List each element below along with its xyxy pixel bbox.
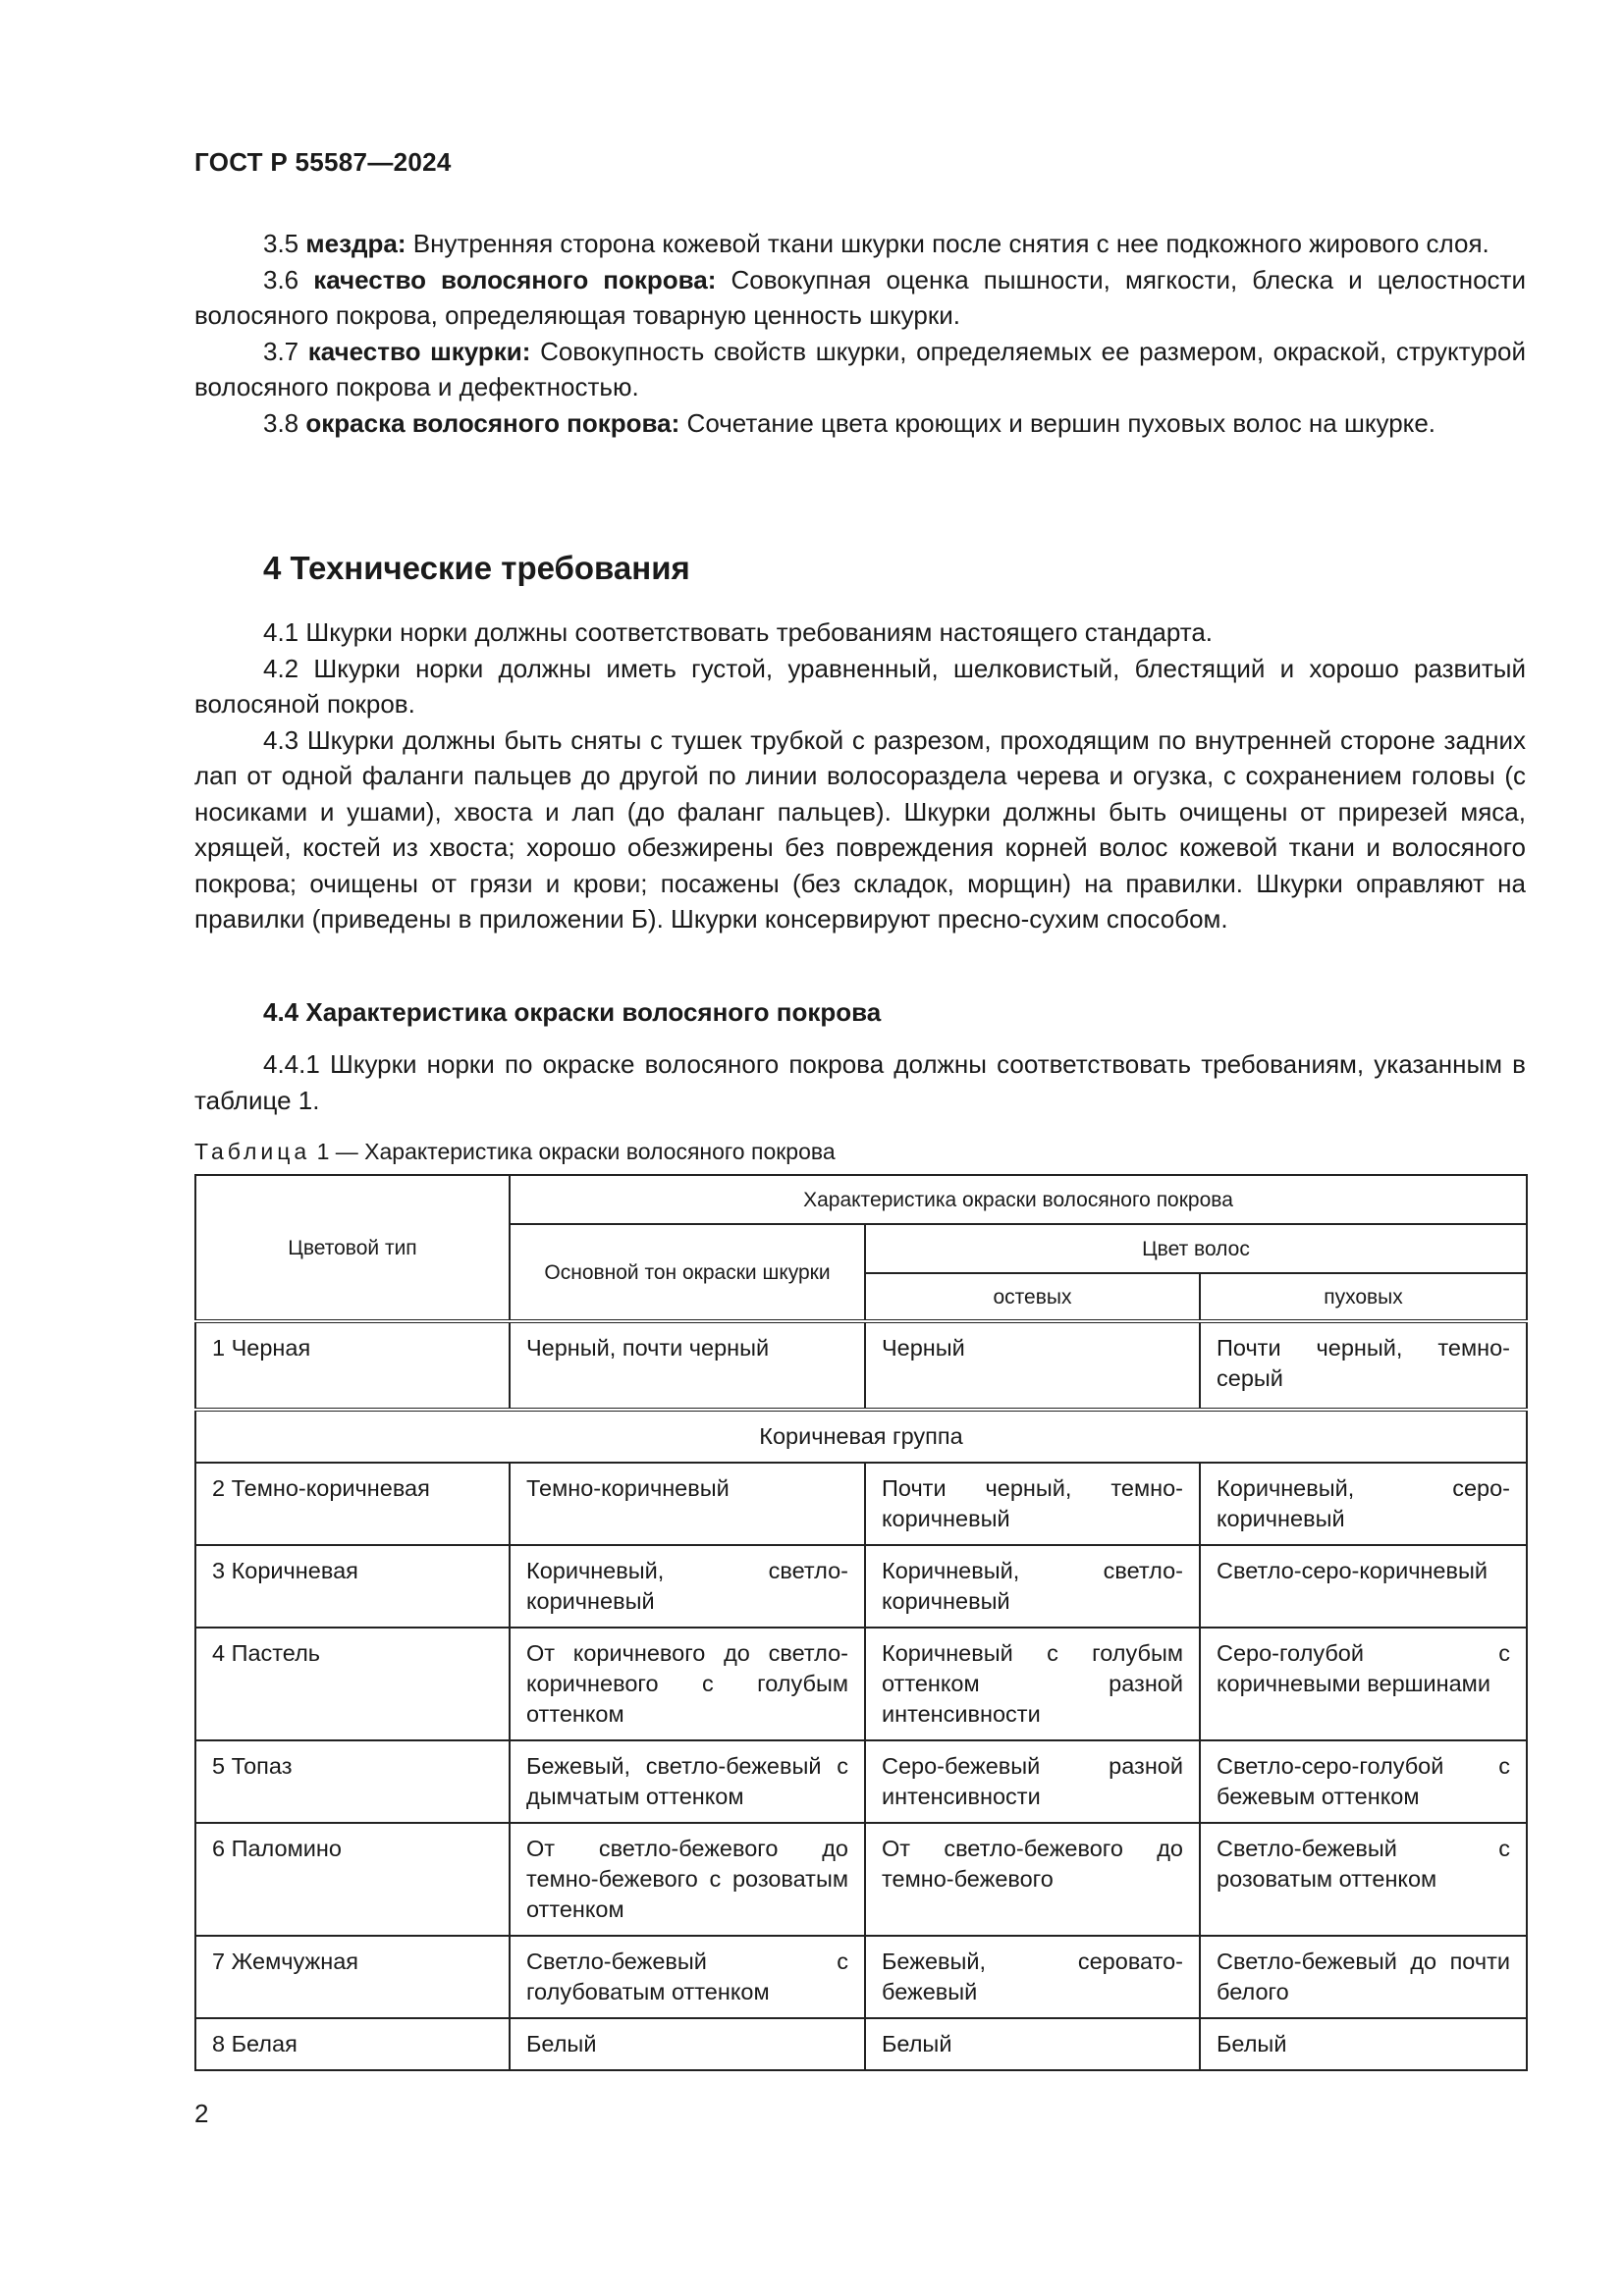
subsection-4-4-title: 4.4 Характеристика окраски волосяного покрова xyxy=(263,997,882,1027)
table-header-row-1 xyxy=(195,1175,1527,1224)
subsection-4-4-body xyxy=(194,1046,1526,1118)
paragraph-4-3: 4.3 Шкурки должны быть сняты с тушек трубкой с разрезом, проходящим по внутренней стороне задних лап от одной фаланги пальцев до другой по линии волосораздела черева и огузка, с сохранением головы (с носиками и ушами), хвоста и лап (до фаланг пальцев). Шкурки должны быть очищены от прирезей мяса, хрящей, костей из хвоста; хорошо обезжирены без повреждения корней волос кожевой ткани и волосяного покрова; очищены от грязи и крови; посажены (без складок, морщин) на правилки. Шкурки оправляют на правилки (приведены в приложении Б). Шкурки консервируют пресно-сухим способом. xyxy=(194,724,1526,934)
cell-guard: Серо-бежевый разной интенсивности xyxy=(865,1740,1200,1823)
header-characteristic: Характеристика окраски волосяного покрова xyxy=(510,1175,1527,1224)
cell-guard: Коричневый с голубым оттенком разной интенсивности xyxy=(865,1628,1200,1740)
cell-guard: Бежевый, серовато-бежевый xyxy=(865,1936,1200,2018)
table-row xyxy=(195,1321,1527,1410)
cell-tone: Коричневый, светло-коричневый xyxy=(510,1545,865,1628)
cell-guard: Черный xyxy=(865,1321,1200,1410)
table-row xyxy=(195,1936,1527,2018)
paragraph-4-2: 4.2 Шкурки норки должны иметь густой, уравненный, шелковистый, блестящий и хорошо развитый волосяной покров. xyxy=(194,653,1526,719)
cell-guard: Почти черный, темно-коричневый xyxy=(865,1463,1200,1545)
page-number: 2 xyxy=(194,2099,209,2128)
group-label: Коричневая группа xyxy=(195,1410,1527,1463)
document-header: ГОСТ Р 55587—2024 xyxy=(194,147,452,177)
section-4-body xyxy=(194,614,1526,937)
cell-type: 4 Пастель xyxy=(195,1628,510,1740)
cell-down: Светло-бежевый до почти белого xyxy=(1200,1936,1527,2018)
cell-guard: Коричневый, светло-коричневый xyxy=(865,1545,1200,1628)
cell-type: 6 Паломино xyxy=(195,1823,510,1936)
cell-tone: Белый xyxy=(510,2018,865,2070)
table-caption xyxy=(194,1139,836,1165)
cell-guard: От светло-бежевого до темно-бежевого xyxy=(865,1823,1200,1936)
definitions-block xyxy=(194,226,1526,441)
definition-3-7: 3.7 качество шкурки: Совокупность свойств шкурки, определяемых ее размером, окраской, структурой волосяного покрова и дефектностью. xyxy=(194,336,1526,401)
cell-type: 5 Топаз xyxy=(195,1740,510,1823)
section-4-title: 4 Технические требования xyxy=(263,550,690,586)
cell-down: Светло-серо-коричневый xyxy=(1200,1545,1527,1628)
cell-type: 7 Жемчужная xyxy=(195,1936,510,2018)
color-characteristics-table xyxy=(194,1174,1528,2071)
cell-down: Светло-серо-голубой с бежевым оттенком xyxy=(1200,1740,1527,1823)
definition-3-8: 3.8 окраска волосяного покрова: Сочетание цвета кроющих и вершин пуховых волос на шкурке. xyxy=(263,407,1436,438)
header-hair-color: Цвет волос xyxy=(865,1224,1527,1273)
table-row xyxy=(195,1545,1527,1628)
definition-3-6: 3.6 качество волосяного покрова: Совокупная оценка пышности, мягкости, блеска и целостности волосяного покрова, определяющая товарную ценность шкурки. xyxy=(194,264,1526,330)
table-row xyxy=(195,1463,1527,1545)
table-row xyxy=(195,1823,1527,1936)
table-caption-text: 1 — Характеристика окраски волосяного покрова xyxy=(316,1139,836,1164)
cell-tone: Черный, почти черный xyxy=(510,1321,865,1410)
header-guard-hair: остевых xyxy=(865,1273,1200,1321)
paragraph-4-4-1: 4.4.1 Шкурки норки по окраске волосяного покрова должны соответствовать требованиям, указанным в таблице 1. xyxy=(194,1049,1526,1115)
cell-tone: Светло-бежевый с голубоватым оттенком xyxy=(510,1936,865,2018)
table-caption-word: Таблица xyxy=(194,1139,311,1164)
cell-tone: Темно-коричневый xyxy=(510,1463,865,1545)
table-group-row xyxy=(195,1410,1527,1463)
table-row xyxy=(195,1740,1527,1823)
table-row xyxy=(195,2018,1527,2070)
definition-3-5: 3.5 мездра: Внутренняя сторона кожевой ткани шкурки после снятия с нее подкожного жирового слоя. xyxy=(263,229,1489,258)
cell-type: 1 Черная xyxy=(195,1321,510,1410)
cell-down: Коричневый, серо-коричневый xyxy=(1200,1463,1527,1545)
cell-tone: Бежевый, светло-бежевый с дымчатым оттенком xyxy=(510,1740,865,1823)
cell-type: 3 Коричневая xyxy=(195,1545,510,1628)
header-down-hair: пуховых xyxy=(1200,1273,1527,1321)
cell-type: 8 Белая xyxy=(195,2018,510,2070)
header-main-tone: Основной тон окраски шкурки xyxy=(510,1224,865,1321)
cell-type: 2 Темно-коричневая xyxy=(195,1463,510,1545)
header-color-type: Цветовой тип xyxy=(195,1175,510,1321)
cell-tone: От коричневого до светло-коричневого с голубым оттенком xyxy=(510,1628,865,1740)
table-row xyxy=(195,1628,1527,1740)
cell-down: Светло-бежевый с розоватым оттенком xyxy=(1200,1823,1527,1936)
cell-down: Серо-голубой с коричневыми вершинами xyxy=(1200,1628,1527,1740)
cell-guard: Белый xyxy=(865,2018,1200,2070)
cell-down: Почти черный, темно-серый xyxy=(1200,1321,1527,1410)
cell-down: Белый xyxy=(1200,2018,1527,2070)
paragraph-4-1: 4.1 Шкурки норки должны соответствовать требованиям настоящего стандарта. xyxy=(263,617,1214,647)
cell-tone: От светло-бежевого до темно-бежевого с розоватым оттенком xyxy=(510,1823,865,1936)
